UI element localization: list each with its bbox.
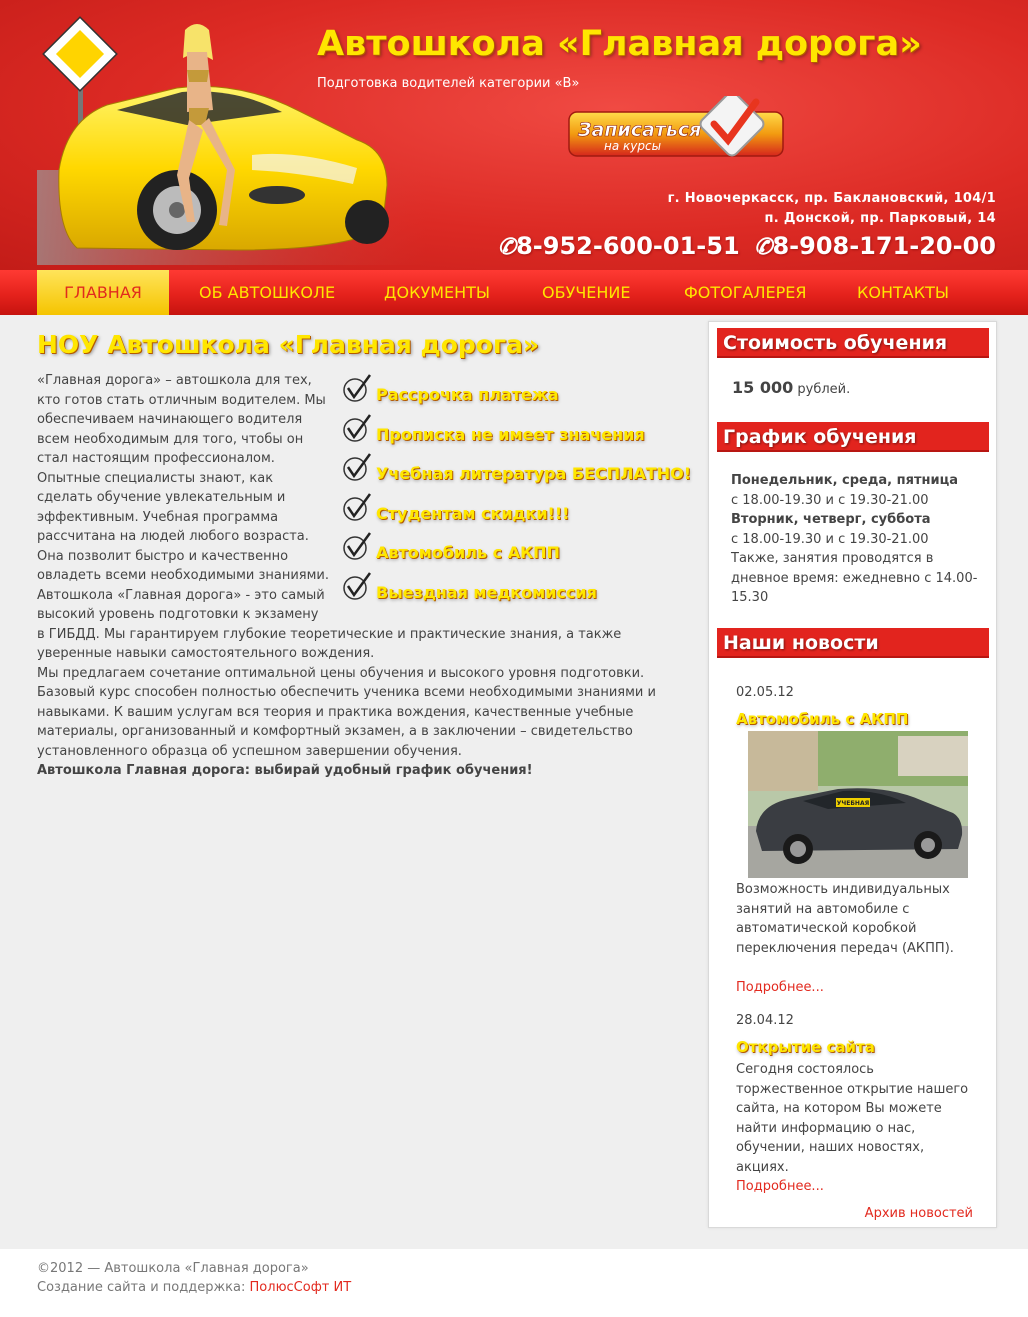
news-heading: Наши новости [717, 628, 989, 658]
article-body [37, 371, 691, 781]
schedule-days-2: Вторник, четверг, суббота [731, 512, 931, 527]
nav-item-training[interactable]: ОБУЧЕНИЕ [542, 283, 631, 302]
news-text: Сегодня состоялось торжественное открытие нашего сайта, на котором Вы можете найти информацию о нас, обучении, наших новостях, акциях. [736, 1062, 969, 1175]
signup-line1: Записаться [578, 119, 702, 141]
developer-link[interactable]: ПолюсСофт ИТ [249, 1280, 352, 1295]
schedule-heading: График обучения [717, 422, 989, 452]
news-date: 28.04.12 [736, 1013, 794, 1028]
signup-line2: на курсы [604, 139, 662, 153]
checkmark-icon [342, 373, 374, 403]
nav-item-documents[interactable]: ДОКУМЕНТЫ [384, 283, 491, 302]
news-item [736, 683, 976, 997]
news-more-link[interactable]: Подробнее... [736, 1179, 824, 1194]
checkmark-icon [342, 492, 374, 522]
nav-item-about[interactable]: ОБ АВТОШКОЛЕ [199, 283, 336, 302]
nav-item-gallery[interactable]: ФОТОГАЛЕРЕЯ [684, 283, 807, 302]
phone-icon: ✆ [497, 234, 517, 260]
checkmark-icon [342, 571, 374, 601]
paragraph-2: Автошкола «Главная дорога» - это самый высокий уровень подготовки к экзамену в ГИБДД. Мы гарантируем глубокие теоретические и практические знания, а также уверенные навыки самостоятельного вождения. [37, 587, 622, 661]
page-title: НОУ Автошкола «Главная дорога» [37, 330, 540, 359]
phone-1[interactable] [498, 232, 740, 260]
schedule-block [731, 471, 981, 608]
closing-line: Автошкола Главная дорога: выбирай удобный график обучения! [37, 763, 533, 778]
address-line-1: г. Новочеркасск, пр. Баклановский, 104/1 [667, 191, 996, 206]
benefit-item: Выездная медкомиссия [342, 569, 697, 609]
benefit-item: Учебная литература БЕСПЛАТНО! [342, 450, 697, 490]
news-car-photo [748, 731, 968, 878]
news-title-link[interactable]: Автомобиль с АКПП [736, 709, 909, 728]
benefit-item: Автомобиль с АКПП [342, 529, 697, 569]
site-title: Автошкола «Главная дорога» [317, 24, 922, 64]
address-block [668, 189, 996, 229]
site-subtitle: Подготовка водителей категории «В» [317, 76, 580, 91]
checkmark-icon [342, 452, 374, 482]
site-footer [0, 1249, 1028, 1317]
schedule-extra: Также, занятия проводятся в дневное время: ежедневно с 14.00-15.30 [731, 551, 978, 605]
news-text: Возможность индивидуальных занятий на автомобиле с автоматической коробкой переключения передач (АКПП). [736, 882, 954, 956]
car-sign-text: УЧЕБНАЯ [836, 800, 870, 807]
support-line [37, 1280, 351, 1295]
nav-item-contacts[interactable]: КОНТАКТЫ [857, 283, 949, 302]
schedule-time-2: с 18.00-19.30 и с 19.30-21.00 [731, 531, 929, 547]
phone-block [492, 232, 996, 260]
main-nav [0, 270, 1028, 315]
copyright: ©2012 — Автошкола «Главная дорога» [37, 1261, 309, 1276]
price-unit: рублей. [797, 382, 851, 397]
sidebar [708, 321, 997, 1228]
intro-paragraph: «Главная дорога» – автошкола для тех, кто готов стать отличным водителем. Мы обеспечиваем начинающего водителя всем необходимым для того, чтобы он стал настоящим профессионалом. Опытные специалисты знают, как сделать обучение увлекательным и эффективным. Учебная программа рассчитана на людей любого возраста. Она позволит быстро и качественно овладеть всеми необходимыми знаниями. [37, 373, 329, 583]
benefits-list [342, 371, 697, 609]
phone-2[interactable] [754, 232, 996, 260]
news-date: 02.05.12 [736, 685, 794, 700]
phone-icon: ✆ [754, 234, 773, 260]
benefit-item: Прописка не имеет значения [342, 411, 697, 451]
signup-button[interactable] [568, 96, 788, 162]
news-item [736, 1011, 976, 1197]
paragraph-3: Мы предлагаем сочетание оптимальной цены обучения и высокого уровня подготовки. Базовый курс способен полностью обеспечить ученика всеми необходимыми знаниями и навыками. К вашим услугам вся теория и практика вождения, качественные учебные материалы, организованный и комфортный экзамен, а в заключении – свидетельство установленного образца об успешном завершении обучения. [37, 665, 656, 759]
news-archive-link[interactable]: Архив новостей [864, 1206, 973, 1221]
nav-item-home[interactable]: ГЛАВНАЯ [37, 270, 169, 315]
news-more-link[interactable]: Подробнее... [736, 979, 824, 995]
schedule-time-1: с 18.00-19.30 и с 19.30-21.00 [731, 492, 929, 508]
news-title-link[interactable]: Открытие сайта [736, 1037, 875, 1056]
phone-2-number: 8-908-171-20-00 [772, 232, 996, 260]
checkmark-icon [342, 531, 374, 561]
checkmark-icon [342, 413, 374, 443]
price-block [732, 378, 850, 397]
site-header [0, 0, 1028, 270]
price-heading: Стоимость обучения [717, 328, 989, 358]
benefit-item: Студентам скидки!!! [342, 490, 697, 530]
address-line-2: п. Донской, пр. Парковый, 14 [764, 211, 996, 226]
price-value: 15 000 [732, 378, 794, 397]
phone-1-number: 8-952-600-01-51 [516, 232, 740, 260]
support-prefix: Создание сайта и поддержка: [37, 1280, 246, 1295]
schedule-days-1: Понедельник, среда, пятница [731, 473, 958, 488]
benefit-item: Рассрочка платежа [342, 371, 697, 411]
